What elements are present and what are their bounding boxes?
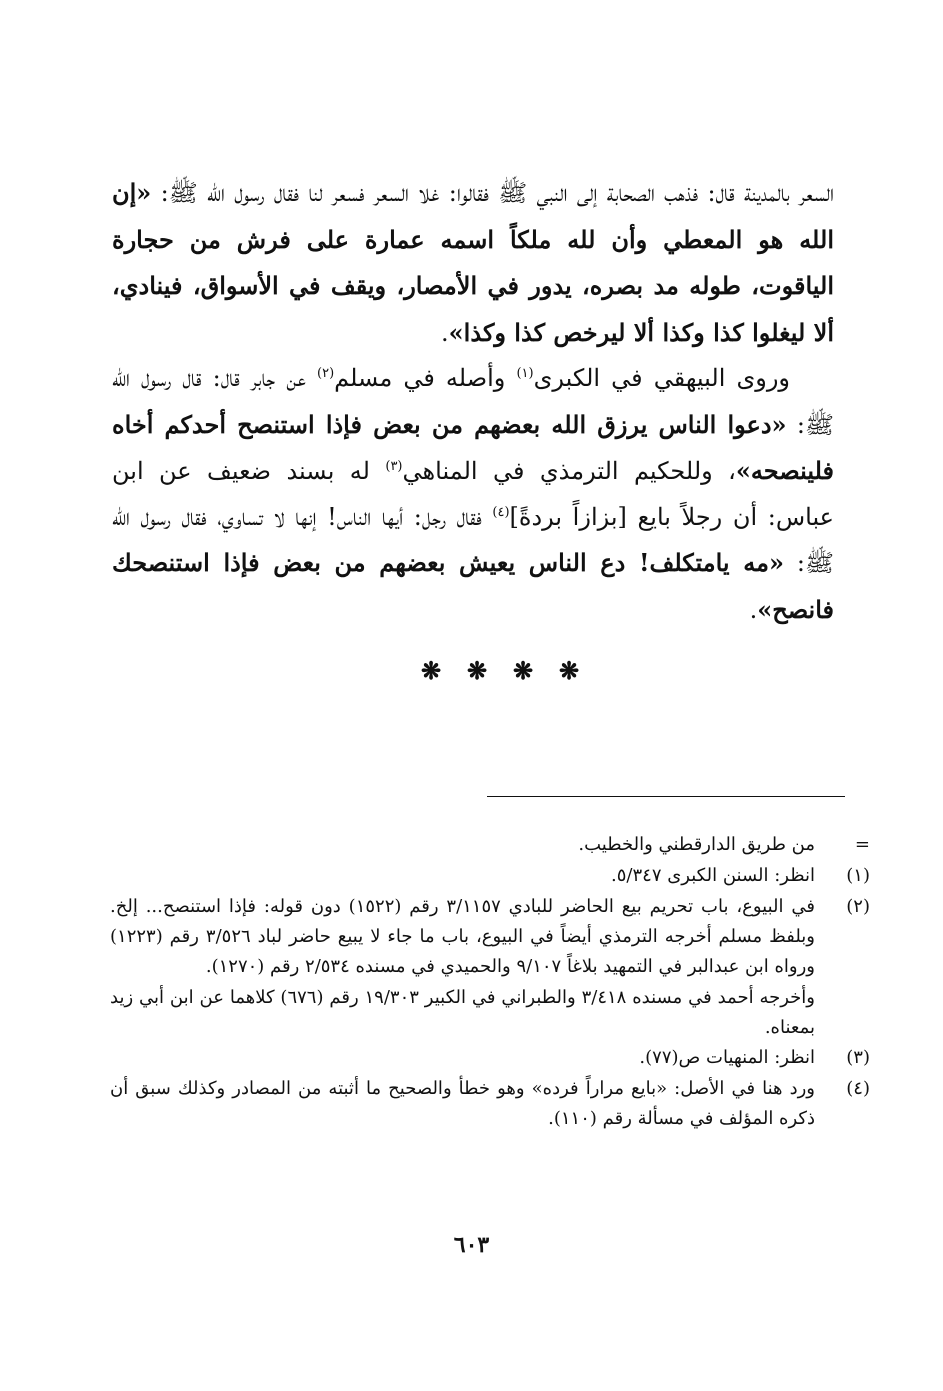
footnote-text: انظر: المنهيات ص(٧٧). bbox=[639, 1047, 815, 1068]
footnote-3 bbox=[110, 1043, 870, 1073]
footnote-ref-2[interactable]: (٢) bbox=[317, 366, 335, 381]
footnote-text: انظر: السنن الكبرى ٥/٣٤٧. bbox=[611, 865, 815, 886]
footnote-ref-1[interactable]: (١) bbox=[516, 366, 534, 381]
page-number: ٦٠٣ bbox=[453, 1232, 490, 1258]
footnote-2 bbox=[110, 892, 870, 982]
text-run: فقال رجل: أيها الناس! إنها لا تساوي، فقال رسول الله ﷺ: bbox=[112, 502, 834, 577]
footnote-number: (١) bbox=[846, 865, 870, 886]
text-run: . bbox=[749, 595, 758, 624]
text-run: عن جابر قال: قال رسول الله ﷺ: bbox=[112, 364, 835, 439]
text-run: وأصله في مسلم bbox=[334, 364, 517, 392]
text-run: . bbox=[441, 318, 449, 347]
paragraph-2 bbox=[112, 356, 834, 633]
footnote-1 bbox=[110, 861, 870, 891]
footnote-number: (٤) bbox=[846, 1078, 870, 1099]
star-ornament: ❋ bbox=[466, 656, 488, 685]
footnote-number: (٢) bbox=[846, 896, 870, 917]
hadith-quote: «إن الله هو المعطي وأن لله ملكاً اسمه عمارة على فرش من حجارة الياقوت، طوله مد بصره، يدور في الأمصار، ويقف في الأسواق، فينادي، ألا ليغلوا كذا وكذا ألا ليرخص كذا وكذا» bbox=[112, 178, 834, 347]
footnote-4 bbox=[110, 1074, 870, 1134]
star-ornament: ❋ bbox=[558, 656, 580, 685]
footnote-continued bbox=[110, 830, 870, 860]
section-separator bbox=[400, 656, 600, 686]
main-text bbox=[112, 170, 834, 633]
footnote-ref-3[interactable]: (٣) bbox=[385, 459, 403, 474]
footnote-2-continuation: وأخرجه أحمد في مسنده ٣/٤١٨ والطبراني في الكبير ١٩/٣٠٣ رقم (٦٧٦) كلاهما عن ابن أبي زيد بمعناه. bbox=[110, 987, 815, 1038]
footnote-text: ورد هنا في الأصل: «بايع مراراً فرده» وهو خطأ والصحيح ما أثبته من المصادر وكذلك سبق أن ذكره المؤلف في مسألة رقم (١١٠). bbox=[110, 1078, 815, 1129]
footnote-number: (٣) bbox=[846, 1047, 870, 1068]
footnote-number: = bbox=[854, 834, 870, 855]
text-run: ، وللحكيم الترمذي في المناهي bbox=[402, 457, 736, 485]
text-run: له بسند ضعيف عن ابن عباس: أن رجلاً بايع [بزازاً بردةً] bbox=[112, 457, 835, 531]
star-ornament: ❋ bbox=[512, 656, 534, 685]
text-run: وروى البيهقي في الكبرى bbox=[533, 364, 790, 392]
footnote-ref-4[interactable]: (٤) bbox=[492, 504, 510, 520]
footnotes bbox=[110, 830, 870, 1135]
hadith-quote: «دعوا الناس يرزق الله بعضهم من بعض فإذا استنصح أحدكم أخاه فلينصحه» bbox=[112, 409, 834, 485]
hadith-quote: «مه يامتكلف! دع الناس يعيش بعضهم من بعض فإذا استنصحك فانصح» bbox=[112, 548, 834, 624]
star-ornament: ❋ bbox=[420, 656, 442, 685]
paragraph-1 bbox=[112, 170, 834, 356]
text-run: السعر بالمدينة قال: فذهب الصحابة إلى النبي ﷺ فقالوا: غلا السعر فسعر لنا فقال رسول الله ﷺ: bbox=[151, 179, 834, 207]
footnote-text: في البيوع، باب تحريم بيع الحاضر للبادي ٣/١١٥٧ رقم (١٥٢٢) دون قوله: فإذا استنصح... إلخ. وبلفظ مسلم أخرجه الترمذي أيضاً في البيوع، باب ما جاء لا يبيع حاضر لباد ٣/٥٢٦ رقم (١٢٢٣) ورواه ابن عبدالبر في التمهيد بلاغاً ٩/١٠٧ والحميدي في مسنده ٢/٥٣٤ رقم (١٢٧٠). bbox=[110, 896, 815, 977]
footnote-text: من طريق الدارقطني والخطيب. bbox=[578, 834, 815, 855]
footnote-divider bbox=[487, 796, 845, 797]
